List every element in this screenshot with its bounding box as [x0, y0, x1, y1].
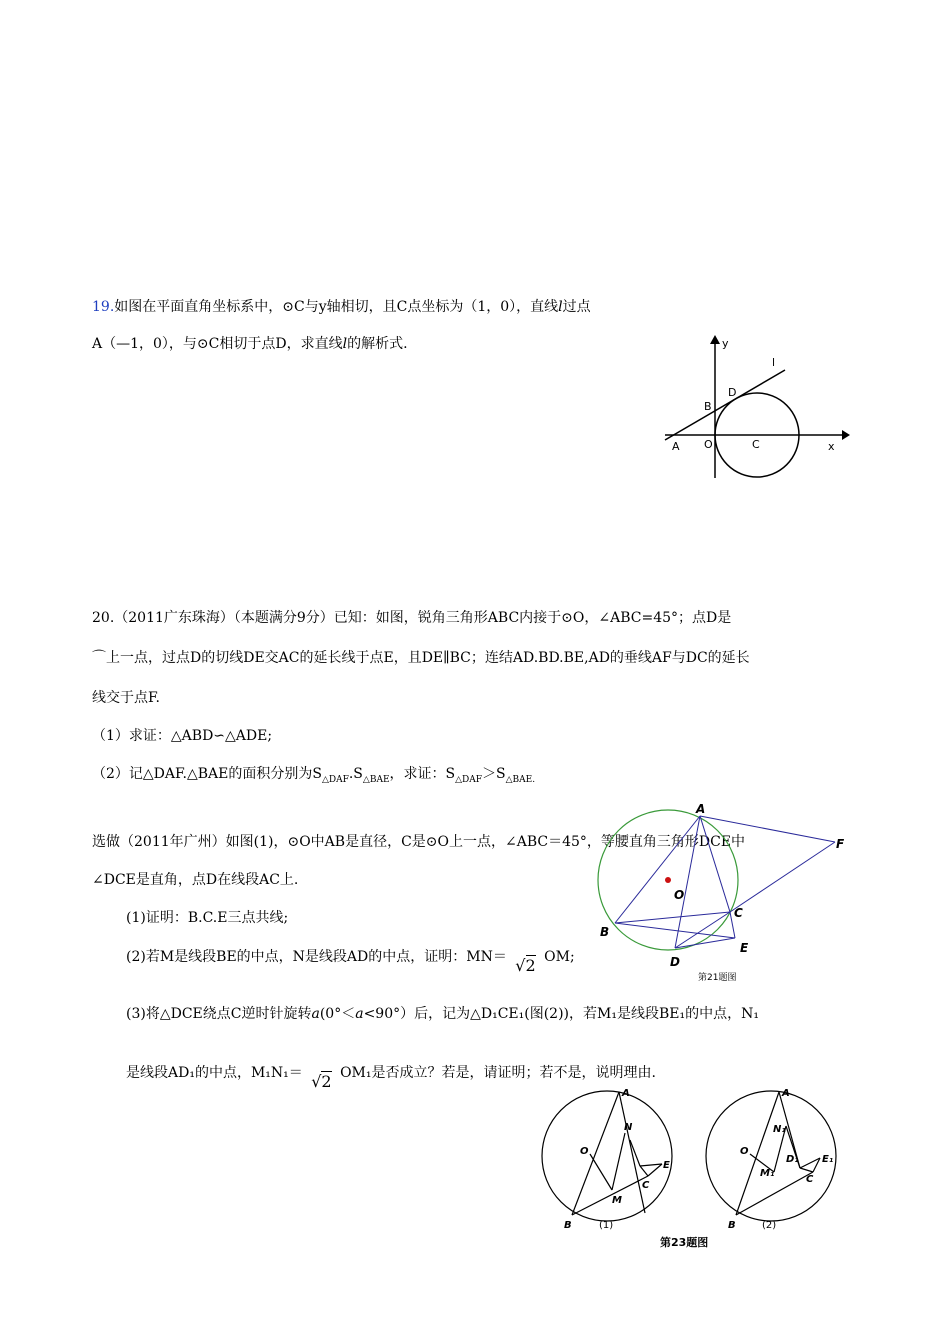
sqrt-value-2: 2: [321, 1072, 332, 1091]
opt-line1: 选做（2011年广州）如图(1)，⊙O中AB是直径，C是⊙O上一点，∠ABC＝45°，等腰直角三角形DCE中: [92, 834, 746, 850]
label-c: C: [752, 438, 760, 451]
fig23b-label-n1: N₁: [773, 1124, 786, 1135]
q20-part2-b: .S: [348, 766, 363, 782]
fig21-label-e: E: [740, 941, 749, 955]
opt-part1: (1)证明：B.C.E三点共线;: [126, 910, 289, 926]
q20-line1: 20.（2011广东珠海）（本题满分9分）已知：如图，锐角三角形ABC内接于⊙O，∠ABC=45°；点D是: [92, 610, 732, 626]
q19-l-italic-2: l: [342, 336, 348, 352]
fig23b-label-b: B: [728, 1220, 736, 1231]
fig23a-label-a: A: [622, 1088, 630, 1099]
q19-figure: [660, 330, 850, 480]
q20-part2-a: （2）记△DAF.△BAE的面积分别为S: [92, 766, 322, 782]
fig23a-label-m: M: [612, 1195, 622, 1206]
opt-part4: [126, 1062, 656, 1091]
fig21-label-f: F: [836, 837, 845, 851]
q20-part2-d: ＞S: [482, 766, 506, 782]
q20-sub4: △BAE.: [505, 774, 536, 785]
label-y: y: [722, 337, 729, 350]
fig23: [530, 1088, 860, 1250]
fig21-label-c: C: [734, 906, 743, 920]
label-x: x: [828, 440, 835, 453]
fig23a-label-e: E: [663, 1160, 670, 1171]
fig23b-label-a: A: [782, 1088, 790, 1099]
label-d: D: [728, 386, 737, 399]
q20-part2-c: ，求证：S: [389, 766, 456, 782]
fig21-label-o: O: [674, 888, 685, 902]
fig23a-label-c: C: [642, 1180, 650, 1191]
fig23-sub1: (1): [599, 1220, 614, 1231]
fig21-label-b: B: [600, 925, 610, 939]
fig21-label-d: D: [670, 955, 680, 969]
sqrt-sign: √2: [515, 956, 536, 975]
q19-l-italic: l: [558, 299, 563, 315]
center-dot: [665, 877, 671, 883]
q19-line1: [92, 297, 591, 317]
opt-part2-a: (2)若M是线段BE的中点，N是线段AD的中点，证明：MN＝: [126, 949, 507, 965]
q19-line2: [92, 334, 408, 354]
q19-text2a: A（—1，0），与⊙C相切于点D，求直线: [92, 336, 343, 352]
q19-text1-end: 过点: [562, 299, 591, 315]
q19-text1: 如图在平面直角坐标系中，⊙C与y轴相切，且C点坐标为（1，0），直线: [114, 299, 559, 315]
alpha-1: a: [311, 1006, 320, 1022]
opt-part3-b: (0°＜: [319, 1006, 356, 1022]
q20-part2: [92, 764, 535, 790]
fig23a-label-b: B: [564, 1220, 572, 1231]
label-b: B: [704, 400, 712, 413]
fig23a-label-n: N: [624, 1122, 633, 1133]
opt-part2: [126, 946, 575, 975]
label-l: l: [772, 356, 776, 369]
q20-line3: 线交于点F.: [92, 690, 160, 706]
q20-sub3: △DAF: [455, 774, 482, 785]
opt-part3: [126, 1004, 759, 1024]
q20-sub2: △BAE: [362, 774, 390, 785]
fig23b-label-d1: D₁: [786, 1154, 799, 1165]
fig23b-label-e1: E₁: [822, 1154, 834, 1165]
y-axis-arrow: [710, 335, 720, 344]
opt-part3-c: <90°）后，记为△D₁CE₁(图(2))，若M₁是线段BE₁的中点，N₁: [363, 1006, 759, 1022]
fig23-sub2: (2): [762, 1220, 777, 1231]
opt-part4-a: 是线段AD₁的中点，M₁N₁＝: [126, 1065, 303, 1081]
q19-number: 19.: [92, 299, 115, 315]
fig23-caption: 第23题图: [660, 1236, 709, 1249]
label-o: O: [704, 438, 713, 451]
opt-line2: ∠DCE是直角，点D在线段AC上.: [92, 872, 299, 888]
opt-part3-a: (3)将△DCE绕点C逆时针旋转: [126, 1006, 312, 1022]
fig23b-label-o: O: [740, 1146, 749, 1157]
q20-sub1: △DAF: [321, 774, 349, 785]
fig23b-label-c: C: [806, 1174, 814, 1185]
fig21-caption: 第21题图: [698, 973, 737, 983]
opt-part4-b: OM₁是否成立？若是，请证明；若不是，说明理由.: [340, 1065, 656, 1081]
q20-part1: （1）求证：△ABD∽△ADE;: [92, 728, 273, 744]
q20-line2: ⌒上一点，过点D的切线DE交AC的延长线于点E，且DE∥BC；连结AD.BD.BE,AD的垂线AF与DC的延长: [92, 650, 750, 666]
x-axis-arrow: [842, 430, 850, 440]
fig21-label-a: A: [696, 802, 706, 816]
label-a: A: [672, 440, 680, 453]
alpha-2: a: [355, 1006, 364, 1022]
q19-text2b: 的解析式.: [347, 336, 408, 352]
fig21: [590, 800, 850, 985]
sqrt-value: 2: [525, 956, 536, 975]
line-l: [665, 370, 785, 440]
fig23b-label-m1: M₁: [760, 1168, 775, 1179]
opt-part2-b: OM;: [544, 949, 575, 965]
fig23a-label-o: O: [580, 1146, 589, 1157]
sqrt-sign-2: √2: [311, 1072, 332, 1091]
